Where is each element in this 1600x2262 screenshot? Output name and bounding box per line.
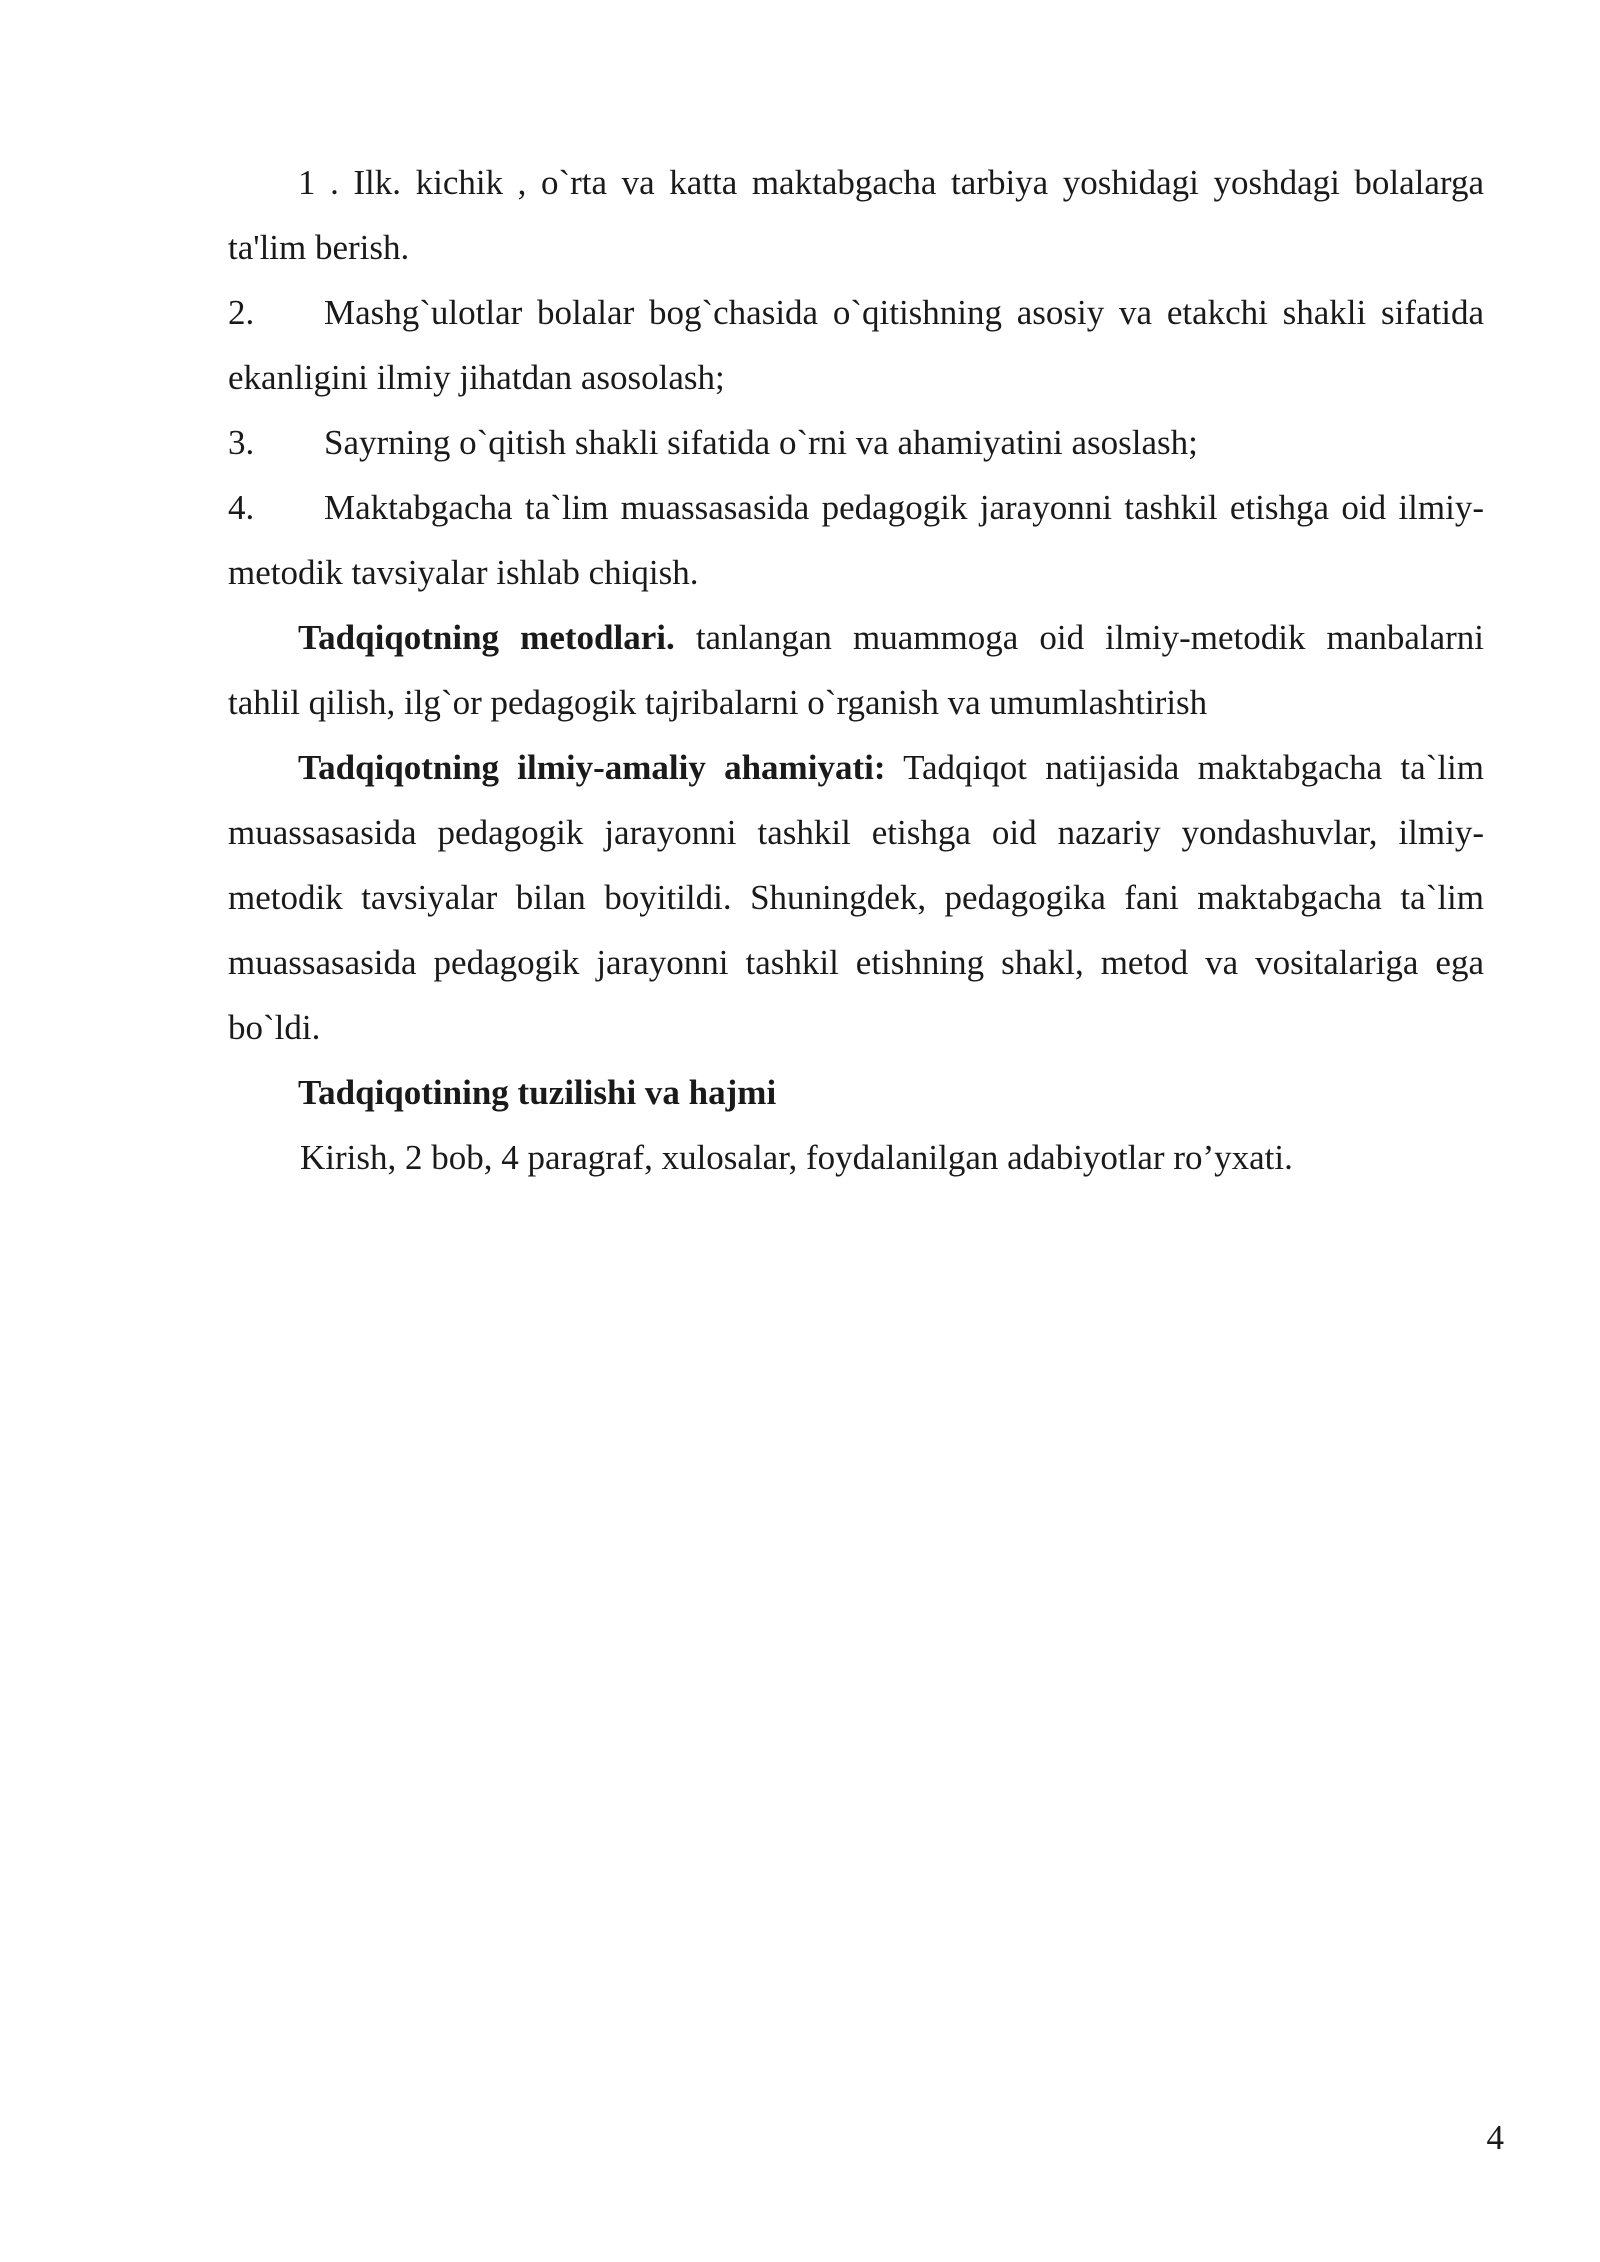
structure-text: Kirish, 2 bob, 4 paragraf, xulosalar, foydalanilgan adabiyotlar ro’yxati. [300, 1138, 1293, 1177]
list-item-2-number: 2. [228, 293, 255, 332]
page-number: 4 [1486, 2118, 1504, 2157]
list-item-2-text: Mashg`ulotlar bolalar bog`chasida o`qitishning asosiy va etakchi shakli sifatida ekanligini ilmiy jihatdan asosolash; [228, 293, 1484, 397]
list-item-4-text: Maktabgacha ta`lim muassasasida pedagogik jarayonni tashkil etishga oid ilmiy-metodik tavsiyalar ishlab chiqish. [228, 488, 1484, 592]
document-body [228, 150, 1484, 1190]
list-item-1 [228, 150, 1484, 280]
significance-paragraph [228, 735, 1484, 1060]
structure-heading: Tadqiqotining tuzilishi va hajmi [298, 1073, 777, 1112]
significance-text: Tadqiqot natijasida maktabgacha ta`lim muassasasida pedagogik jarayonni tashkil etishga oid nazariy yondashuvlar, ilmiy-metodik tavsiyalar bilan boyitildi. Shuningdek, pedagogika fani maktabgacha ta`lim muassasasida pedagogik jarayonni tashkil etishning shakl, metod va vositalariga ega bo`ldi. [228, 748, 1484, 1047]
methods-text: tanlangan muammoga oid ilmiy-metodik manbalarni tahlil qilish, ilg`or pedagogik tajribalarni o`rganish va umumlashtirish [228, 618, 1484, 722]
list-item-3-text: Sayrning o`qitish shakli sifatida o`rni va ahamiyatini asoslash; [324, 423, 1198, 462]
list-item-2 [228, 280, 1484, 410]
list-item-3-number: 3. [228, 423, 255, 462]
list-item-3 [228, 410, 1484, 475]
list-item-4-number: 4. [228, 488, 255, 527]
methods-label: Tadqiqotning metodlari. [298, 618, 675, 657]
methods-paragraph [228, 605, 1484, 735]
list-item-1-text: 1 . Ilk. kichik , o`rta va katta maktabgacha tarbiya yoshidagi yoshdagi bolalarga ta'lim berish. [228, 163, 1484, 267]
significance-label: Tadqiqotning ilmiy-amaliy ahamiyati: [298, 748, 886, 787]
list-item-4 [228, 475, 1484, 605]
